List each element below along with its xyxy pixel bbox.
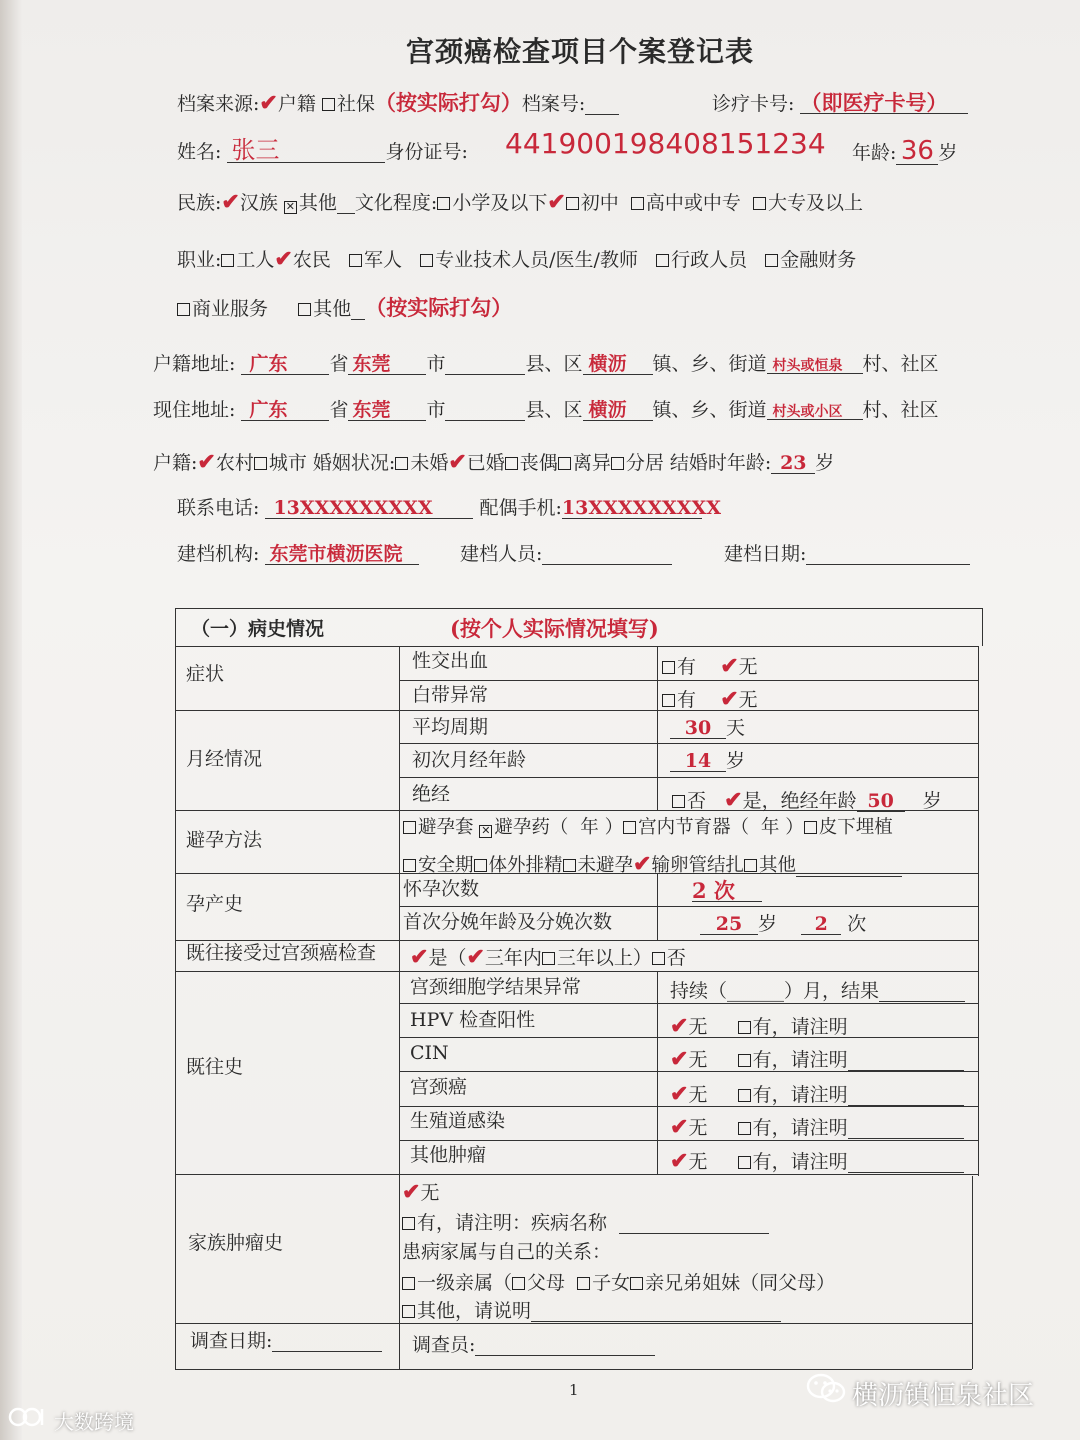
symptom-label: 症状 — [186, 663, 225, 685]
section-note: (按个人实际情况填写) — [450, 616, 659, 641]
fam-other: 其他，请说明 — [402, 1302, 781, 1322]
checkbox-icon[interactable] — [403, 859, 416, 872]
file-no-field[interactable] — [585, 95, 619, 115]
infection-options: ✔无 有，请注明 — [670, 1116, 964, 1139]
checkbox-icon[interactable] — [577, 1277, 590, 1290]
spouse-phone-value[interactable]: 13XXXXXXXXX — [561, 497, 722, 519]
other-tumor-options: ✔无 有，请注明 — [670, 1150, 964, 1173]
file-no-label: 档案号: — [521, 93, 586, 115]
pregnancy-count[interactable]: 2 次 — [692, 880, 762, 902]
checkbox-icon[interactable] — [662, 661, 675, 674]
checkbox-icon[interactable] — [177, 303, 190, 316]
id-value[interactable]: 441900198408151234 — [505, 127, 826, 160]
name-row — [177, 138, 468, 163]
checkbox-icon[interactable] — [349, 254, 362, 267]
surveyor-row: 调查员: — [412, 1336, 655, 1356]
checkbox-icon[interactable] — [542, 952, 555, 965]
check-icon: ✔ — [670, 1081, 689, 1107]
cytology-duration[interactable]: 持续（______）月，结果 — [670, 982, 965, 1002]
checkbox-icon[interactable] — [437, 197, 450, 210]
checkbox-icon[interactable] — [221, 254, 234, 267]
checkbox-icon[interactable] — [738, 1156, 751, 1169]
reg-address-row: 户籍地址: 广东 省 东莞 市 县、区 横沥 镇、乡、街道 村头或恒泉 村、社区 — [153, 353, 939, 375]
checkbox-icon[interactable] — [420, 254, 433, 267]
surveyor-field[interactable] — [475, 1336, 655, 1356]
checkbox-icon[interactable] — [656, 254, 669, 267]
check-icon: ✔ — [670, 1148, 689, 1174]
prior-screening-label: 既往接受过宫颈癌检查 — [186, 942, 377, 964]
checkbox-icon[interactable] — [512, 1277, 525, 1290]
pregnancy-label: 孕产史 — [186, 893, 244, 915]
checkbox-icon[interactable] — [322, 98, 335, 111]
org-row: 建档机构: 东莞市横沥医院 — [177, 545, 419, 565]
table-border — [982, 608, 983, 646]
checkbox-icon[interactable] — [402, 1217, 415, 1230]
checkbox-icon[interactable] — [505, 457, 518, 470]
checkbox-icon[interactable] — [753, 197, 766, 210]
form-title: 宫颈癌检查项目个案登记表 — [405, 35, 754, 68]
menopause-options: 否 ✔是，绝经年龄 50 岁 — [672, 789, 942, 812]
checkbox-icon[interactable] — [395, 457, 408, 470]
age-label: 年龄: — [852, 142, 897, 164]
table-border — [972, 1176, 973, 1369]
sym1-options: 有 ✔无 — [662, 655, 758, 677]
checkbox-icon[interactable] — [623, 821, 636, 834]
check-icon: ✔ — [670, 1013, 689, 1039]
menarche-field: 14 岁 — [670, 752, 745, 772]
org-value[interactable]: 东莞市横沥医院 — [265, 545, 419, 565]
watermark-left-text: 大数跨境 — [54, 1410, 134, 1434]
check-icon: ✔ — [259, 90, 278, 116]
fam-first-degree: 一级亲属（ 父母 子女 亲兄弟姐妹（同父母） — [402, 1274, 835, 1293]
checkbox-icon[interactable] — [611, 457, 624, 470]
staff-row: 建档人员: — [460, 545, 672, 565]
id-label: 身份证号: — [385, 141, 468, 163]
check-icon: ✔ — [274, 246, 293, 272]
menses-label: 月经情况 — [186, 748, 263, 770]
crossed-checkbox-icon[interactable]: ✕ — [285, 200, 296, 213]
check-icon: ✔ — [633, 851, 652, 877]
age-value[interactable]: 36 — [896, 138, 938, 165]
name-label: 姓名: — [177, 141, 222, 163]
source-row: 档案来源:✔户籍 社保（按实际打勾）档案号: — [177, 92, 619, 115]
fam-none: ✔无 — [402, 1179, 440, 1205]
contraception-label: 避孕方法 — [186, 829, 263, 851]
checkbox-icon[interactable] — [672, 795, 685, 808]
ethnic-edu-row: 民族:✔汉族 ✕ 其他 文化程度: 小学及以下✔ 初中 高中或中专 大专及以上 — [177, 189, 864, 215]
staff-field[interactable] — [542, 545, 672, 565]
checkbox-icon[interactable] — [738, 1089, 751, 1102]
cur-address-row: 现住地址: 广东 省 东莞 市 县、区 横沥 镇、乡、街道 村头或小区 村、社区 — [153, 399, 939, 421]
check-icon: ✔ — [448, 449, 467, 475]
check-icon: ✔ — [410, 944, 429, 970]
date-row: 建档日期: — [724, 545, 970, 565]
check-icon: ✔ — [720, 686, 739, 712]
checkbox-icon[interactable] — [738, 1122, 751, 1135]
checkbox-icon[interactable] — [402, 1305, 415, 1318]
job-row-2: 商业服务 其他 （按实际打勾） — [177, 297, 512, 320]
card-row — [712, 92, 968, 114]
table-border — [175, 608, 983, 609]
checkbox-icon[interactable] — [403, 821, 416, 834]
check-icon: ✔ — [670, 1046, 689, 1072]
fam-relation-label: 患病家属与自己的关系： — [402, 1241, 612, 1263]
phone-value[interactable]: 13XXXXXXXXX — [265, 499, 473, 519]
logo-icon — [8, 1404, 50, 1430]
watermark-text: 横沥镇恒泉社区 — [852, 1381, 1035, 1411]
checkbox-icon[interactable] — [558, 457, 571, 470]
checkbox-icon[interactable] — [652, 952, 665, 965]
survey-date-row: 调查日期: — [190, 1332, 382, 1352]
prior-screening-options: ✔是（✔三年内 三年以上） 否 — [410, 944, 686, 970]
table-border — [175, 1369, 972, 1370]
checkbox-icon[interactable] — [631, 197, 644, 210]
paper-edge-shadow — [0, 0, 22, 1440]
check-icon: ✔ — [724, 787, 743, 813]
check-icon: ✔ — [720, 653, 739, 679]
check-icon: ✔ — [547, 189, 566, 215]
checkbox-icon[interactable] — [566, 197, 579, 210]
card-label: 诊疗卡号: — [712, 93, 795, 115]
cycle-field: 30 天 — [670, 719, 745, 739]
checkbox-icon[interactable] — [298, 303, 311, 316]
check-icon: ✔ — [197, 449, 216, 475]
section-title: （一）病史情况 — [191, 618, 325, 640]
contra-row2: 安全期 体外排精 未避孕✔输卵管结扎 其他 — [403, 853, 902, 877]
checkbox-icon[interactable] — [744, 859, 757, 872]
birth-fields: 25 岁 2 次 — [700, 915, 866, 935]
checkbox-icon[interactable] — [563, 859, 576, 872]
checkbox-icon[interactable] — [765, 254, 778, 267]
checkbox-icon[interactable] — [738, 1021, 751, 1034]
source-note: （按实际打勾） — [374, 90, 522, 115]
hpv-options: ✔无 有，请注明 — [670, 1015, 964, 1038]
family-history-label: 家族肿瘤史 — [188, 1232, 284, 1254]
date-field[interactable] — [806, 545, 970, 565]
check-icon: ✔ — [466, 944, 485, 970]
page-number: 1 — [569, 1381, 579, 1399]
huji-marriage-row: 户籍:✔农村 城市 婚姻状况: 未婚✔已婚 丧偶 离异 分居 结婚时年龄: 23 岁 — [153, 449, 835, 475]
name-value[interactable]: 张三 — [227, 138, 385, 163]
check-icon: ✔ — [402, 1179, 421, 1205]
checkbox-icon[interactable] — [254, 457, 267, 470]
age-row: 年龄: 36 岁 — [852, 136, 958, 166]
checkbox-icon[interactable] — [804, 821, 817, 834]
phone-row: 联系电话: 13XXXXXXXXX 配偶手机:13XXXXXXXXX — [177, 497, 722, 519]
checkbox-icon[interactable] — [662, 694, 675, 707]
history-label: 既往史 — [186, 1056, 244, 1078]
checkbox-icon[interactable] — [474, 859, 487, 872]
checkbox-icon[interactable] — [630, 1277, 643, 1290]
table-border — [978, 646, 979, 1176]
cervical-cancer-options: ✔无 有，请注明 — [670, 1083, 964, 1106]
sym2-options: 有 ✔无 — [662, 688, 758, 710]
job-row: 职业: 工人✔农民 军人 专业技术人员/医生/教师 行政人员 金融财务 — [177, 246, 857, 272]
source-label: 档案来源: — [177, 93, 260, 115]
wechat-icon — [806, 1372, 846, 1406]
survey-date-field[interactable] — [272, 1332, 382, 1352]
checkbox-icon[interactable] — [738, 1054, 751, 1067]
check-icon: ✔ — [670, 1114, 689, 1140]
checkbox-icon[interactable] — [402, 1277, 415, 1290]
card-value[interactable]: （即医疗卡号） — [800, 92, 968, 114]
table-border — [175, 608, 176, 1369]
fam-has: 有，请注明：疾病名称 — [402, 1214, 769, 1234]
crossed-checkbox-icon[interactable]: ✕ — [481, 824, 491, 837]
check-icon: ✔ — [221, 189, 240, 215]
cin-options: ✔无 有，请注明 — [670, 1048, 964, 1071]
contra-row1: 避孕套 ✕ 避孕药（ 年 ） 宫内节育器（ 年 ） 皮下埋植 — [403, 819, 893, 838]
